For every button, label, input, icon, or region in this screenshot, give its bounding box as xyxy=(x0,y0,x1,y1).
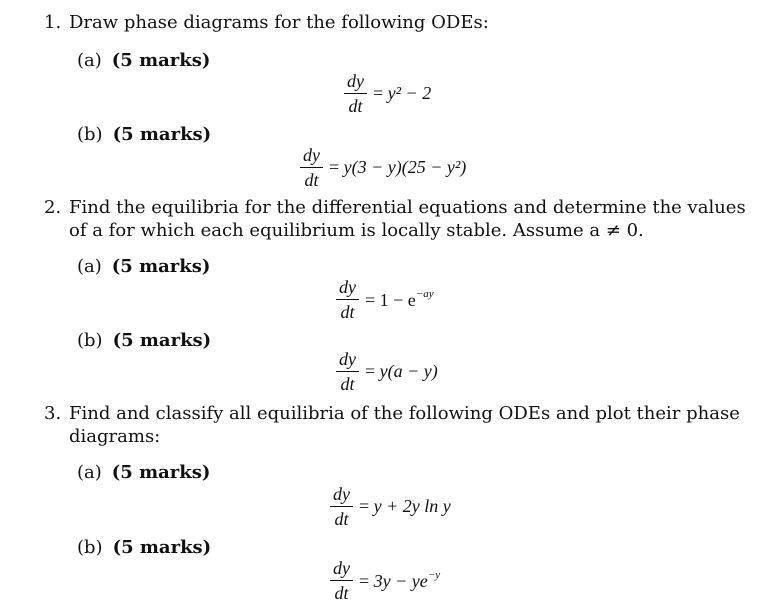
fraction-denominator: dt xyxy=(348,96,363,116)
q1b-heading xyxy=(77,124,211,145)
q1a-equation xyxy=(344,71,431,116)
q1b-label: (b) xyxy=(77,124,103,145)
q3a-heading xyxy=(77,462,210,483)
q3b-label: (b) xyxy=(77,537,103,558)
derivative-fraction xyxy=(330,484,353,529)
q2b-heading xyxy=(77,330,211,351)
derivative-fraction xyxy=(330,558,353,603)
equals-sign: = xyxy=(365,361,376,381)
equals-sign: = xyxy=(365,290,376,310)
q1-text: Draw phase diagrams for the following ODEs: xyxy=(69,12,489,33)
fraction-numerator: dy xyxy=(336,349,359,372)
q2b-rhs: y(a − y) xyxy=(379,361,438,381)
q2a-rhs: 1 − e xyxy=(379,290,416,310)
q1b-rhs: y(3 − y)(25 − y²) xyxy=(343,157,467,177)
q1a-rhs: y² − 2 xyxy=(387,83,432,103)
q1a-marks: (5 marks) xyxy=(111,50,211,71)
derivative-fraction xyxy=(344,71,367,116)
q1b-marks: (5 marks) xyxy=(112,124,212,145)
q3a-rhs: y + 2y ln y xyxy=(373,496,451,516)
q2-number: 2. xyxy=(44,197,62,218)
q3b-rhs: 3y − ye xyxy=(373,571,428,591)
q3a-marks: (5 marks) xyxy=(111,462,211,483)
fraction-numerator: dy xyxy=(300,145,323,168)
q3b-heading xyxy=(77,537,211,558)
fraction-denominator: dt xyxy=(334,509,349,529)
q1b-equation xyxy=(300,145,466,190)
q2-text-line2: of a for which each equilibrium is locally stable. Assume a ≠ 0. xyxy=(69,220,644,241)
q2-text-line1: Find the equilibria for the differential equations and determine the values xyxy=(69,197,746,218)
fraction-numerator: dy xyxy=(344,71,367,94)
fraction-denominator: dt xyxy=(340,374,355,394)
q3-text-line1: Find and classify all equilibria of the following ODEs and plot their phase xyxy=(69,403,740,424)
q3a-label: (a) xyxy=(77,462,102,483)
q3b-equation xyxy=(330,558,440,603)
q1a-label: (a) xyxy=(77,50,102,71)
q1-number: 1. xyxy=(44,12,62,33)
derivative-fraction xyxy=(336,349,359,394)
q2b-marks: (5 marks) xyxy=(112,330,212,351)
equals-sign: = xyxy=(359,571,370,591)
fraction-denominator: dt xyxy=(304,170,319,190)
q2a-equation xyxy=(336,277,434,322)
q2a-label: (a) xyxy=(77,256,102,277)
fraction-numerator: dy xyxy=(330,558,353,581)
q2b-label: (b) xyxy=(77,330,103,351)
fraction-numerator: dy xyxy=(336,277,359,300)
q2a-marks: (5 marks) xyxy=(111,256,211,277)
q2a-rhs-exponent: −ay xyxy=(415,288,434,300)
q3-text-line2: diagrams: xyxy=(69,426,161,447)
derivative-fraction xyxy=(336,277,359,322)
q3a-equation xyxy=(330,484,451,529)
equals-sign: = xyxy=(329,157,340,177)
q3b-rhs-exponent: −y xyxy=(427,569,441,581)
equals-sign: = xyxy=(373,83,384,103)
derivative-fraction xyxy=(300,145,323,190)
equals-sign: = xyxy=(359,496,370,516)
q1a-heading xyxy=(77,50,210,71)
q3b-marks: (5 marks) xyxy=(112,537,212,558)
q2a-heading xyxy=(77,256,210,277)
fraction-numerator: dy xyxy=(330,484,353,507)
q2b-equation xyxy=(336,349,438,394)
fraction-denominator: dt xyxy=(334,583,349,603)
q3-number: 3. xyxy=(44,403,62,424)
fraction-denominator: dt xyxy=(340,302,355,322)
